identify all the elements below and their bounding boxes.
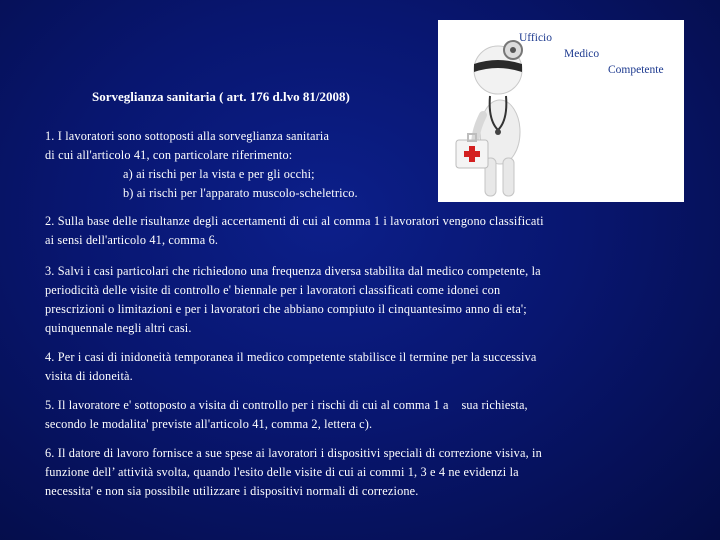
paragraph-2-line-2: ai sensi dell'articolo 41, comma 6. — [45, 233, 219, 247]
doctor-figure-icon — [438, 20, 548, 202]
paragraph-1-item-a: a) ai rischi per la vista e per gli occhi; — [123, 167, 315, 181]
paragraph-1-line-2: di cui all'articolo 41, con particolare riferimento: — [45, 148, 293, 162]
paragraph-1 — [45, 127, 358, 203]
paragraph-6-line-1: 6. Il datore di lavoro fornisce a sue spese ai lavoratori i dispositivi speciali di correzione visiva, in — [45, 446, 542, 460]
paragraph-6 — [45, 444, 705, 501]
paragraph-4-line-2: visita di idoneità. — [45, 369, 133, 383]
paragraph-6-line-2: funzione dell’ attività svolta, quando l'esito delle visite di cui ai commi 1, 3 e 4 ne evidenzi la — [45, 465, 519, 479]
paragraph-5-line-1: 5. Il lavoratore e' sottoposto a visita di controllo per i rischi di cui al comma 1 a sua richiesta, — [45, 398, 528, 412]
paragraph-5 — [45, 396, 705, 434]
logo — [438, 20, 684, 202]
paragraph-2 — [45, 212, 705, 250]
logo-text-ufficio: Ufficio — [519, 32, 553, 44]
paragraph-3-line-1: 3. Salvi i casi particolari che richiedono una frequenza diversa stabilita dal medico competente, la — [45, 264, 541, 278]
slide-title: Sorveglianza sanitaria ( art. 176 d.lvo 81/2008) — [92, 89, 350, 104]
logo-text-medico: Medico — [564, 48, 600, 60]
logo-text-competente: Competente — [608, 64, 664, 76]
paragraph-5-line-2: secondo le modalita' previste all'articolo 41, comma 2, lettera c). — [45, 417, 373, 431]
paragraph-4 — [45, 348, 705, 386]
paragraph-6-line-3: necessita' e non sia possibile utilizzare i dispositivi normali di correzione. — [45, 484, 419, 498]
paragraph-4-line-1: 4. Per i casi di inidoneità temporanea il medico competente stabilisce il termine per la successiva — [45, 350, 537, 364]
paragraph-3 — [45, 262, 705, 338]
paragraph-1-item-b: b) ai rischi per l'apparato muscolo-scheletrico. — [123, 186, 358, 200]
paragraph-2-line-1: 2. Sulla base delle risultanze degli accertamenti di cui al comma 1 i lavoratori vengono classificati — [45, 214, 544, 228]
paragraph-1-line-1: 1. I lavoratori sono sottoposti alla sorveglianza sanitaria — [45, 129, 330, 143]
paragraph-3-line-3: prescrizioni o limitazioni e per i lavoratori che abbiano compiuto il cinquantesimo anno di eta'; — [45, 302, 527, 316]
paragraph-3-line-2: periodicità delle visite di controllo e' biennale per i lavoratori classificati come idonei con — [45, 283, 501, 297]
paragraph-3-line-4: quinquennale negli altri casi. — [45, 321, 192, 335]
